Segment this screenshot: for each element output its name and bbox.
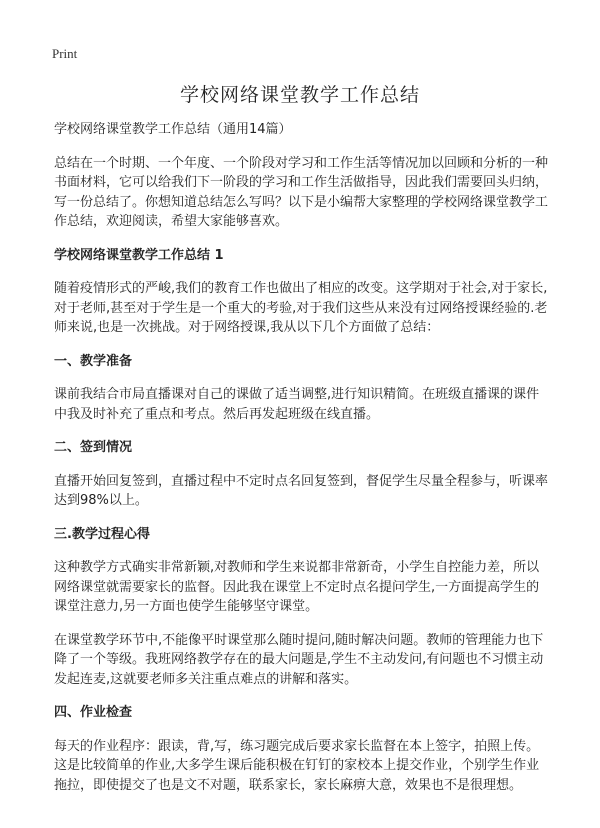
part-paragraph: 每天的作业程序：跟读，背,写，练习题完成后要求家长监督在本上签字，拍照上传。这是比较简单的作业,大多学生课后能积极在钉钉的家校本上提交作业，个别学生作业拖拉，即使提交了也是文不对题，联系家长，家长麻痹大意，效果也不是很理想。 — [54, 738, 540, 793]
part-heading-teaching-experience: 三.教学过程心得 — [54, 526, 150, 542]
part-paragraph: 课前我结合市局直播课对自己的课做了适当调整,进行知识精简。在班级直播课的课件中我及时补充了重点和考点。然后再发起班级在线直播。 — [54, 387, 540, 422]
intro-paragraph: 总结在一个时期、一个年度、一个阶段对学习和工作生活等情况加以回顾和分析的一种书面材料，它可以给我们下一阶段的学习和工作生活做指导，因此我们需要回头归纳，写一份总结了。你想知道总结怎么写吗？以下是小编帮大家整理的学校网络课堂教学工作总结，欢迎阅读，希望大家能够喜欢。 — [54, 155, 549, 229]
print-link[interactable]: Print — [52, 46, 78, 61]
part-paragraph: 这种教学方式确实非常新颖,对教师和学生来说都非常新奇，小学生自控能力差，所以网络课堂就需要家长的监督。因此我在课堂上不定时点名提问学生,一方面提高学生的课堂注意力,另一方面也使学生能够坚守课堂。 — [54, 560, 540, 614]
section-title: 学校网络课堂教学工作总结 1 — [54, 247, 224, 263]
document-body — [54, 120, 550, 809]
part-heading-preparation: 一、教学准备 — [54, 353, 133, 369]
part-heading-attendance: 二、签到情况 — [54, 440, 133, 455]
section-intro-paragraph: 随着疫情形式的严峻,我们的教育工作也做出了相应的改变。这学期对于社会,对于家长,对于老师,甚至对于学生是一个重大的考验,对于我们这些从来没有过网络授课经验的.老师来说,也是一次挑战。对于网络授课,我从以下几个方面做了总结： — [54, 281, 548, 335]
part-paragraph: 直播开始回复签到，直播过程中不定时点名回复签到，督促学生尽量全程参与，听课率达到98%以上。 — [54, 473, 549, 508]
page-title: 学校网络课堂教学工作总结 — [179, 84, 420, 106]
part-heading-homework-check: 四、作业检查 — [54, 705, 133, 720]
document-subtitle: 学校网络课堂教学工作总结（通用14篇） — [54, 122, 292, 137]
part-paragraph: 在课堂教学环节中,不能像平时课堂那么随时提问,随时解决问题。教师的管理能力也下降了一个等级。我班网络教学存在的最大问题是,学生不主动发问,有问题也不习惯主动发起连麦,这就要老师多关注重点难点的讲解和落实。 — [54, 632, 544, 687]
